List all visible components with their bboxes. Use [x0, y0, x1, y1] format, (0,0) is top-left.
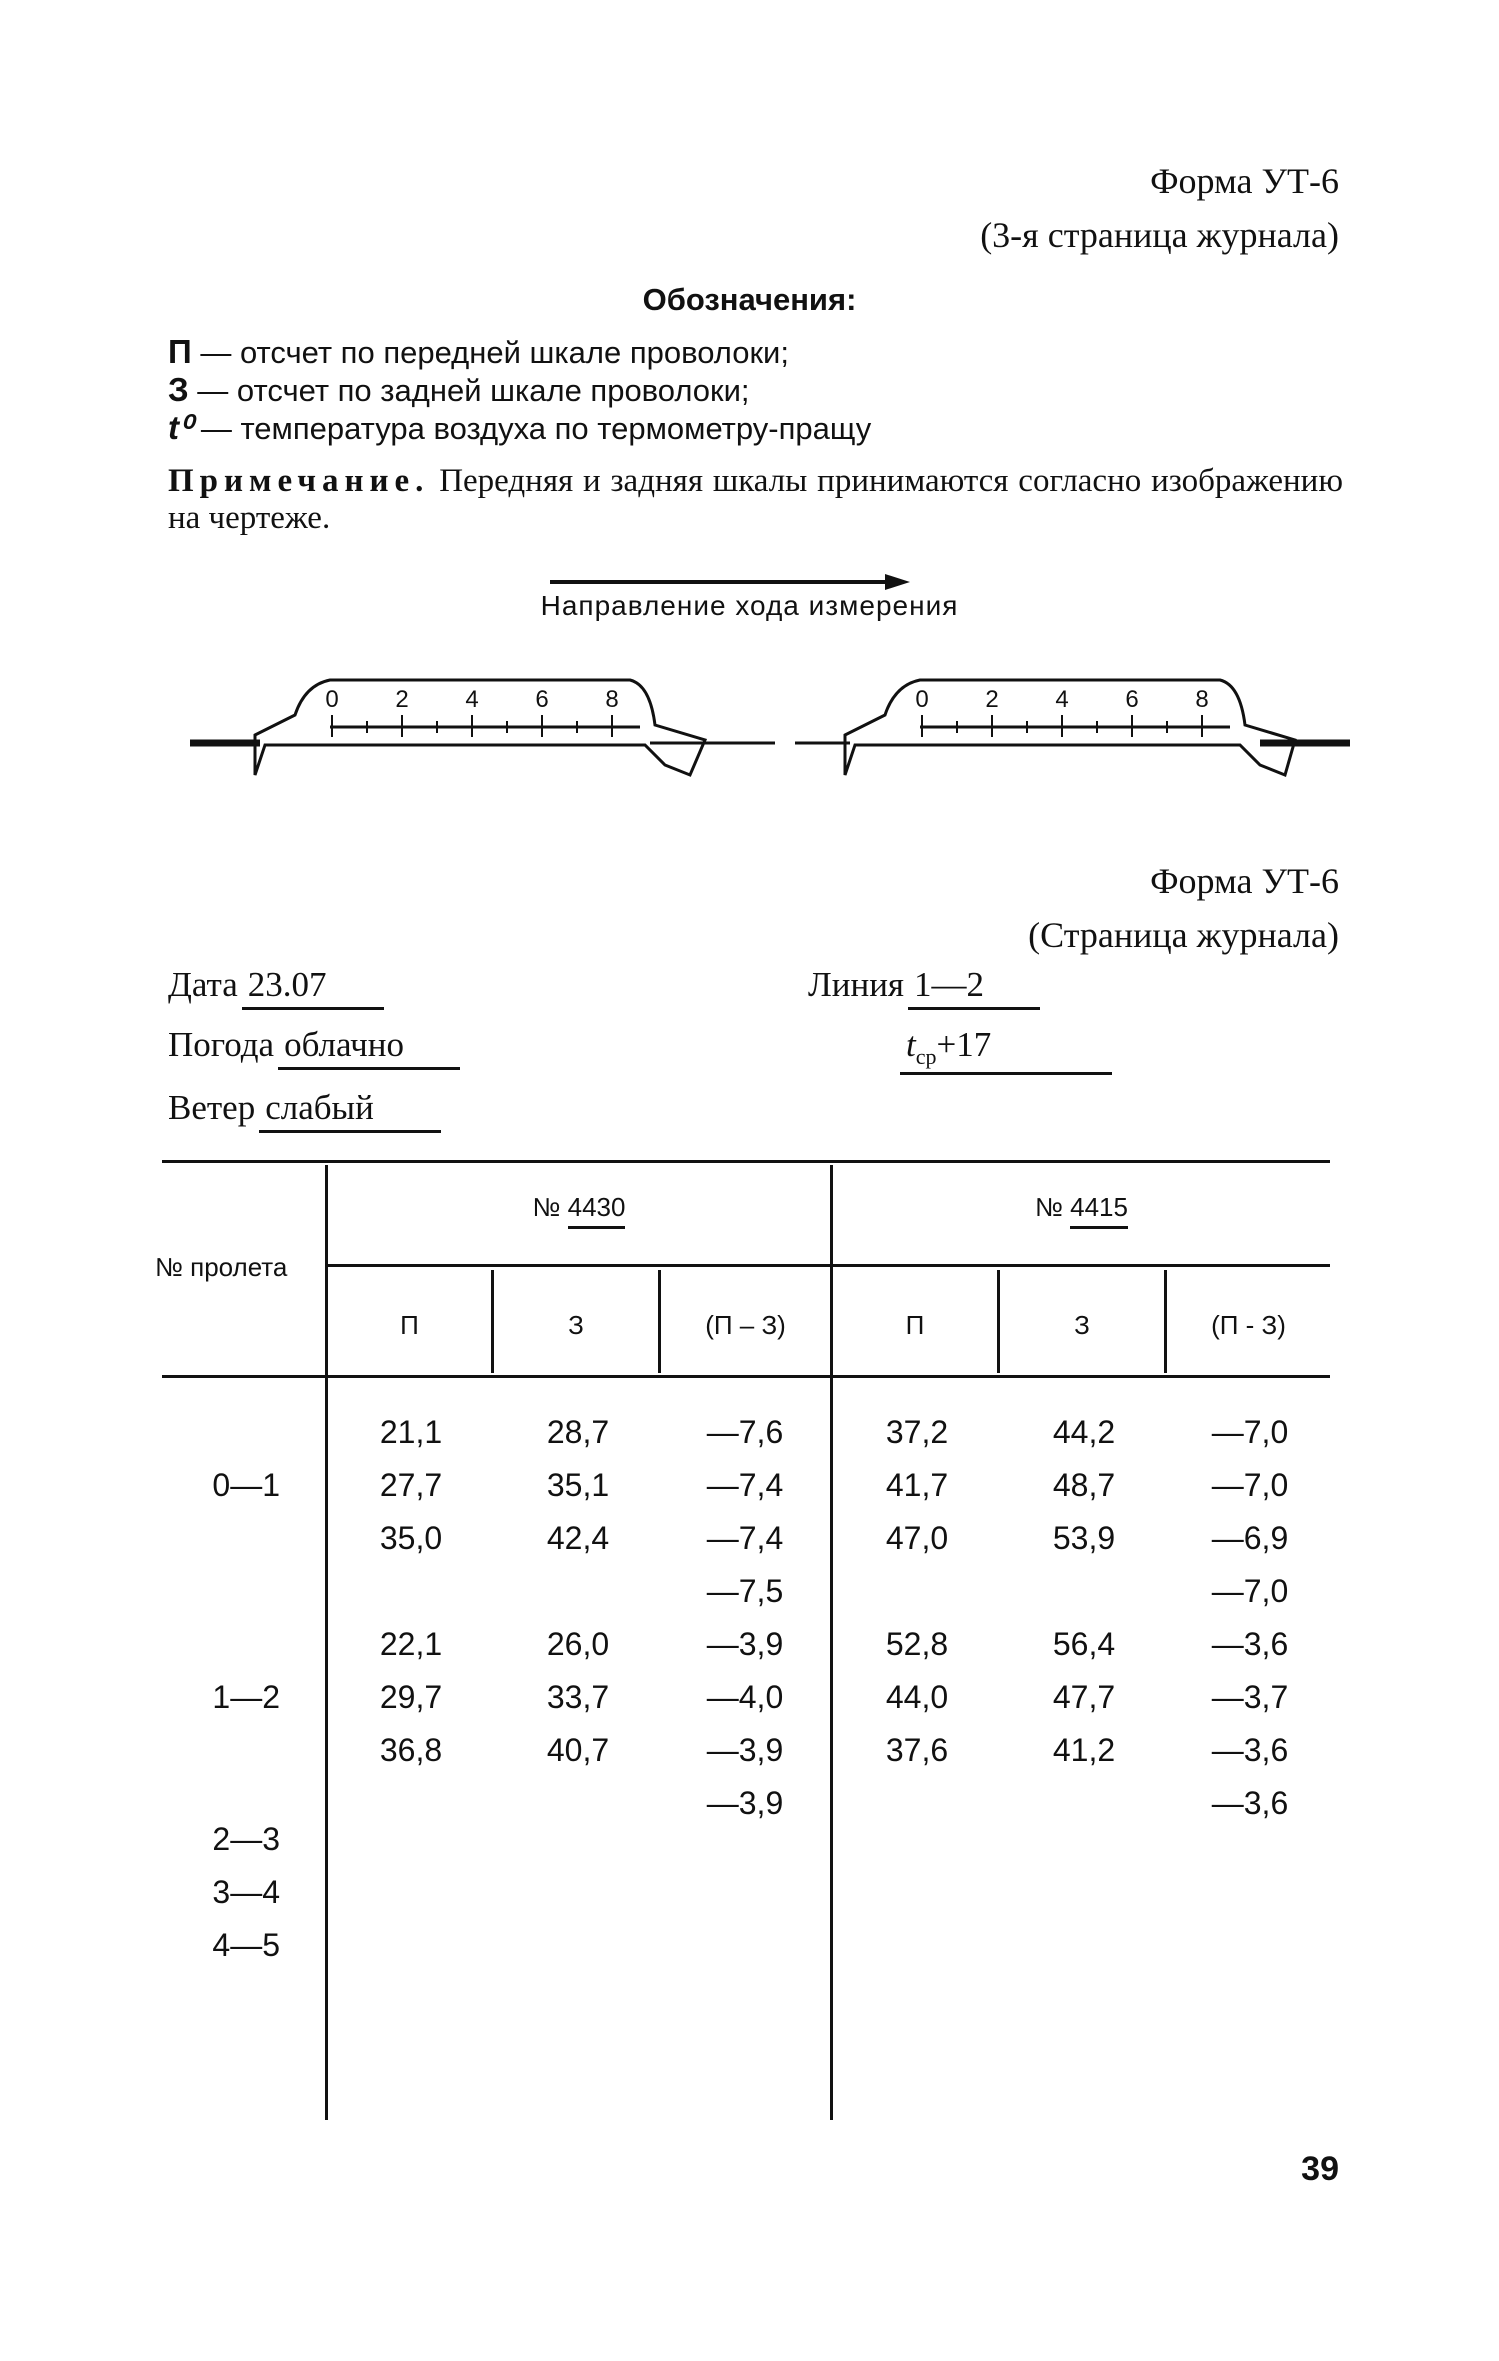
span-number-header: № пролета: [155, 1252, 288, 1282]
table-cell: —3,6: [1211, 1626, 1289, 1662]
gauge-header: [328, 1192, 830, 1223]
scale-tick-label: 2: [395, 686, 409, 713]
table-cell: —7,6: [706, 1414, 784, 1450]
table-cell: 22,1: [379, 1626, 443, 1662]
legend-text: — температура воздуха по термометру-пращу: [192, 411, 872, 446]
span-label: 1—2: [212, 1679, 280, 1715]
table-cell: 37,6: [885, 1732, 949, 1768]
legend-symbol: З: [168, 371, 189, 408]
direction-label: Направление хода измерения: [540, 590, 959, 621]
note: [168, 463, 1343, 537]
table-cell: 41,7: [885, 1467, 949, 1503]
table-column-divider: [830, 1165, 833, 2120]
line-value: 1—2: [908, 965, 1040, 1010]
column-header: П: [905, 1310, 925, 1340]
table-group-rule: [328, 1264, 1330, 1267]
table-cell: 26,0: [546, 1626, 610, 1662]
table-cell: —4,0: [706, 1679, 784, 1715]
column-header: (П – З): [705, 1310, 786, 1340]
page-number: 39: [1301, 2150, 1339, 2188]
scale-tick-label: 4: [465, 686, 479, 713]
column-header: З: [568, 1310, 584, 1340]
gauge-number: 4415: [1070, 1192, 1128, 1229]
legend-item: [168, 333, 871, 371]
table-column-divider: [325, 1165, 328, 2120]
gauge-header: [833, 1192, 1330, 1223]
form-subtitle-top: (3-я страница журнала): [980, 215, 1339, 255]
date-value: 23.07: [242, 965, 384, 1010]
legend-item: [168, 409, 871, 447]
scale-tick-label: 2: [985, 686, 999, 713]
table-cell: —6,9: [1211, 1520, 1289, 1556]
note-label: Примечание.: [168, 463, 430, 499]
form-subtitle-bottom: (Страница журнала): [1028, 915, 1339, 955]
scale-tick-label: 8: [605, 686, 619, 713]
table-cell: —3,9: [706, 1626, 784, 1662]
table-cell: 37,2: [885, 1414, 949, 1450]
scale-tick-label: 8: [1195, 686, 1209, 713]
table-cell: 44,0: [885, 1679, 949, 1715]
note-text: Передняя и задняя шкалы принимаются согласно изображению на чертеже.: [168, 463, 1343, 536]
scale-tick-label: 6: [535, 686, 549, 713]
date-label: Дата: [168, 965, 238, 1004]
legend-text: — отсчет по передней шкале проволоки;: [191, 335, 789, 370]
wind-label: Ветер: [168, 1088, 256, 1127]
table-cell: —3,6: [1211, 1732, 1289, 1768]
temperature-field: [900, 1025, 1112, 1075]
table-cell: —7,0: [1211, 1573, 1289, 1609]
table-cell: 40,7: [546, 1732, 610, 1768]
table-cell: 36,8: [379, 1732, 443, 1768]
scale-tick-label: 0: [915, 686, 929, 713]
table-cell: 27,7: [379, 1467, 443, 1503]
span-label: 0—1: [212, 1467, 280, 1503]
table-cell: —7,4: [706, 1467, 784, 1503]
date-field: [168, 965, 384, 1010]
legend-item: [168, 371, 871, 409]
form-title-bottom: Форма УТ-6: [1150, 861, 1339, 901]
table-cell: —7,5: [706, 1573, 784, 1609]
column-header: П: [400, 1310, 419, 1340]
scale-tick-label: 4: [1055, 686, 1069, 713]
gauge-prefix: №: [532, 1192, 561, 1222]
legend-symbol: П: [168, 333, 192, 370]
temperature-value: +17: [936, 1025, 992, 1064]
line-field: [808, 965, 1040, 1010]
weather-field: [168, 1025, 460, 1070]
table-cell: 42,4: [546, 1520, 610, 1556]
table-cell: —3,6: [1211, 1785, 1289, 1821]
table-cell: —3,9: [706, 1785, 784, 1821]
table-cell: —3,7: [1211, 1679, 1289, 1715]
span-label: 4—5: [212, 1927, 280, 1963]
temperature-subscript: ср: [915, 1044, 937, 1069]
legend-text: — отсчет по задней шкале проволоки;: [188, 373, 750, 408]
table-cell: 28,7: [546, 1414, 610, 1450]
scale-tick-label: 6: [1125, 686, 1139, 713]
table-cell: 52,8: [885, 1626, 949, 1662]
table-cell: 56,4: [1052, 1626, 1116, 1662]
table-cell: 47,0: [885, 1520, 949, 1556]
table-cell: —7,0: [1211, 1467, 1289, 1503]
wire-scale-diagram: [0, 655, 1499, 795]
table-cell: 47,7: [1052, 1679, 1116, 1715]
scale-tick-label: 0: [325, 686, 339, 713]
table-cell: 33,7: [546, 1679, 610, 1715]
table-cell: —7,4: [706, 1520, 784, 1556]
table-cell: 35,1: [546, 1467, 610, 1503]
wind-value: слабый: [259, 1088, 441, 1133]
legend-heading: Обозначения:: [642, 282, 857, 317]
table-cell: —3,9: [706, 1732, 784, 1768]
table-top-rule: [162, 1160, 1330, 1163]
span-label: 3—4: [212, 1874, 280, 1910]
legend-list: [168, 333, 871, 447]
table-cell: 21,1: [379, 1414, 443, 1450]
table-cell: 53,9: [1052, 1520, 1116, 1556]
temperature-label: t: [906, 1025, 916, 1064]
table-cell: 35,0: [379, 1520, 443, 1556]
column-header: (П - З): [1211, 1310, 1286, 1340]
gauge-number: 4430: [568, 1192, 626, 1229]
table-cell: 41,2: [1052, 1732, 1116, 1768]
weather-value: облачно: [278, 1025, 460, 1070]
weather-label: Погода: [168, 1025, 275, 1064]
wind-field: [168, 1088, 441, 1133]
table-cell: 29,7: [379, 1679, 443, 1715]
line-label: Линия: [808, 965, 905, 1004]
table-cell: 44,2: [1052, 1414, 1116, 1450]
form-title-top: Форма УТ-6: [1150, 161, 1339, 201]
table-header-rule: [162, 1375, 1330, 1378]
table-cell: 48,7: [1052, 1467, 1116, 1503]
legend-symbol: t⁰: [168, 409, 193, 446]
column-header: З: [1074, 1310, 1090, 1340]
table-cell: —7,0: [1211, 1414, 1289, 1450]
span-label: 2—3: [212, 1821, 280, 1857]
gauge-prefix: №: [1035, 1192, 1063, 1222]
